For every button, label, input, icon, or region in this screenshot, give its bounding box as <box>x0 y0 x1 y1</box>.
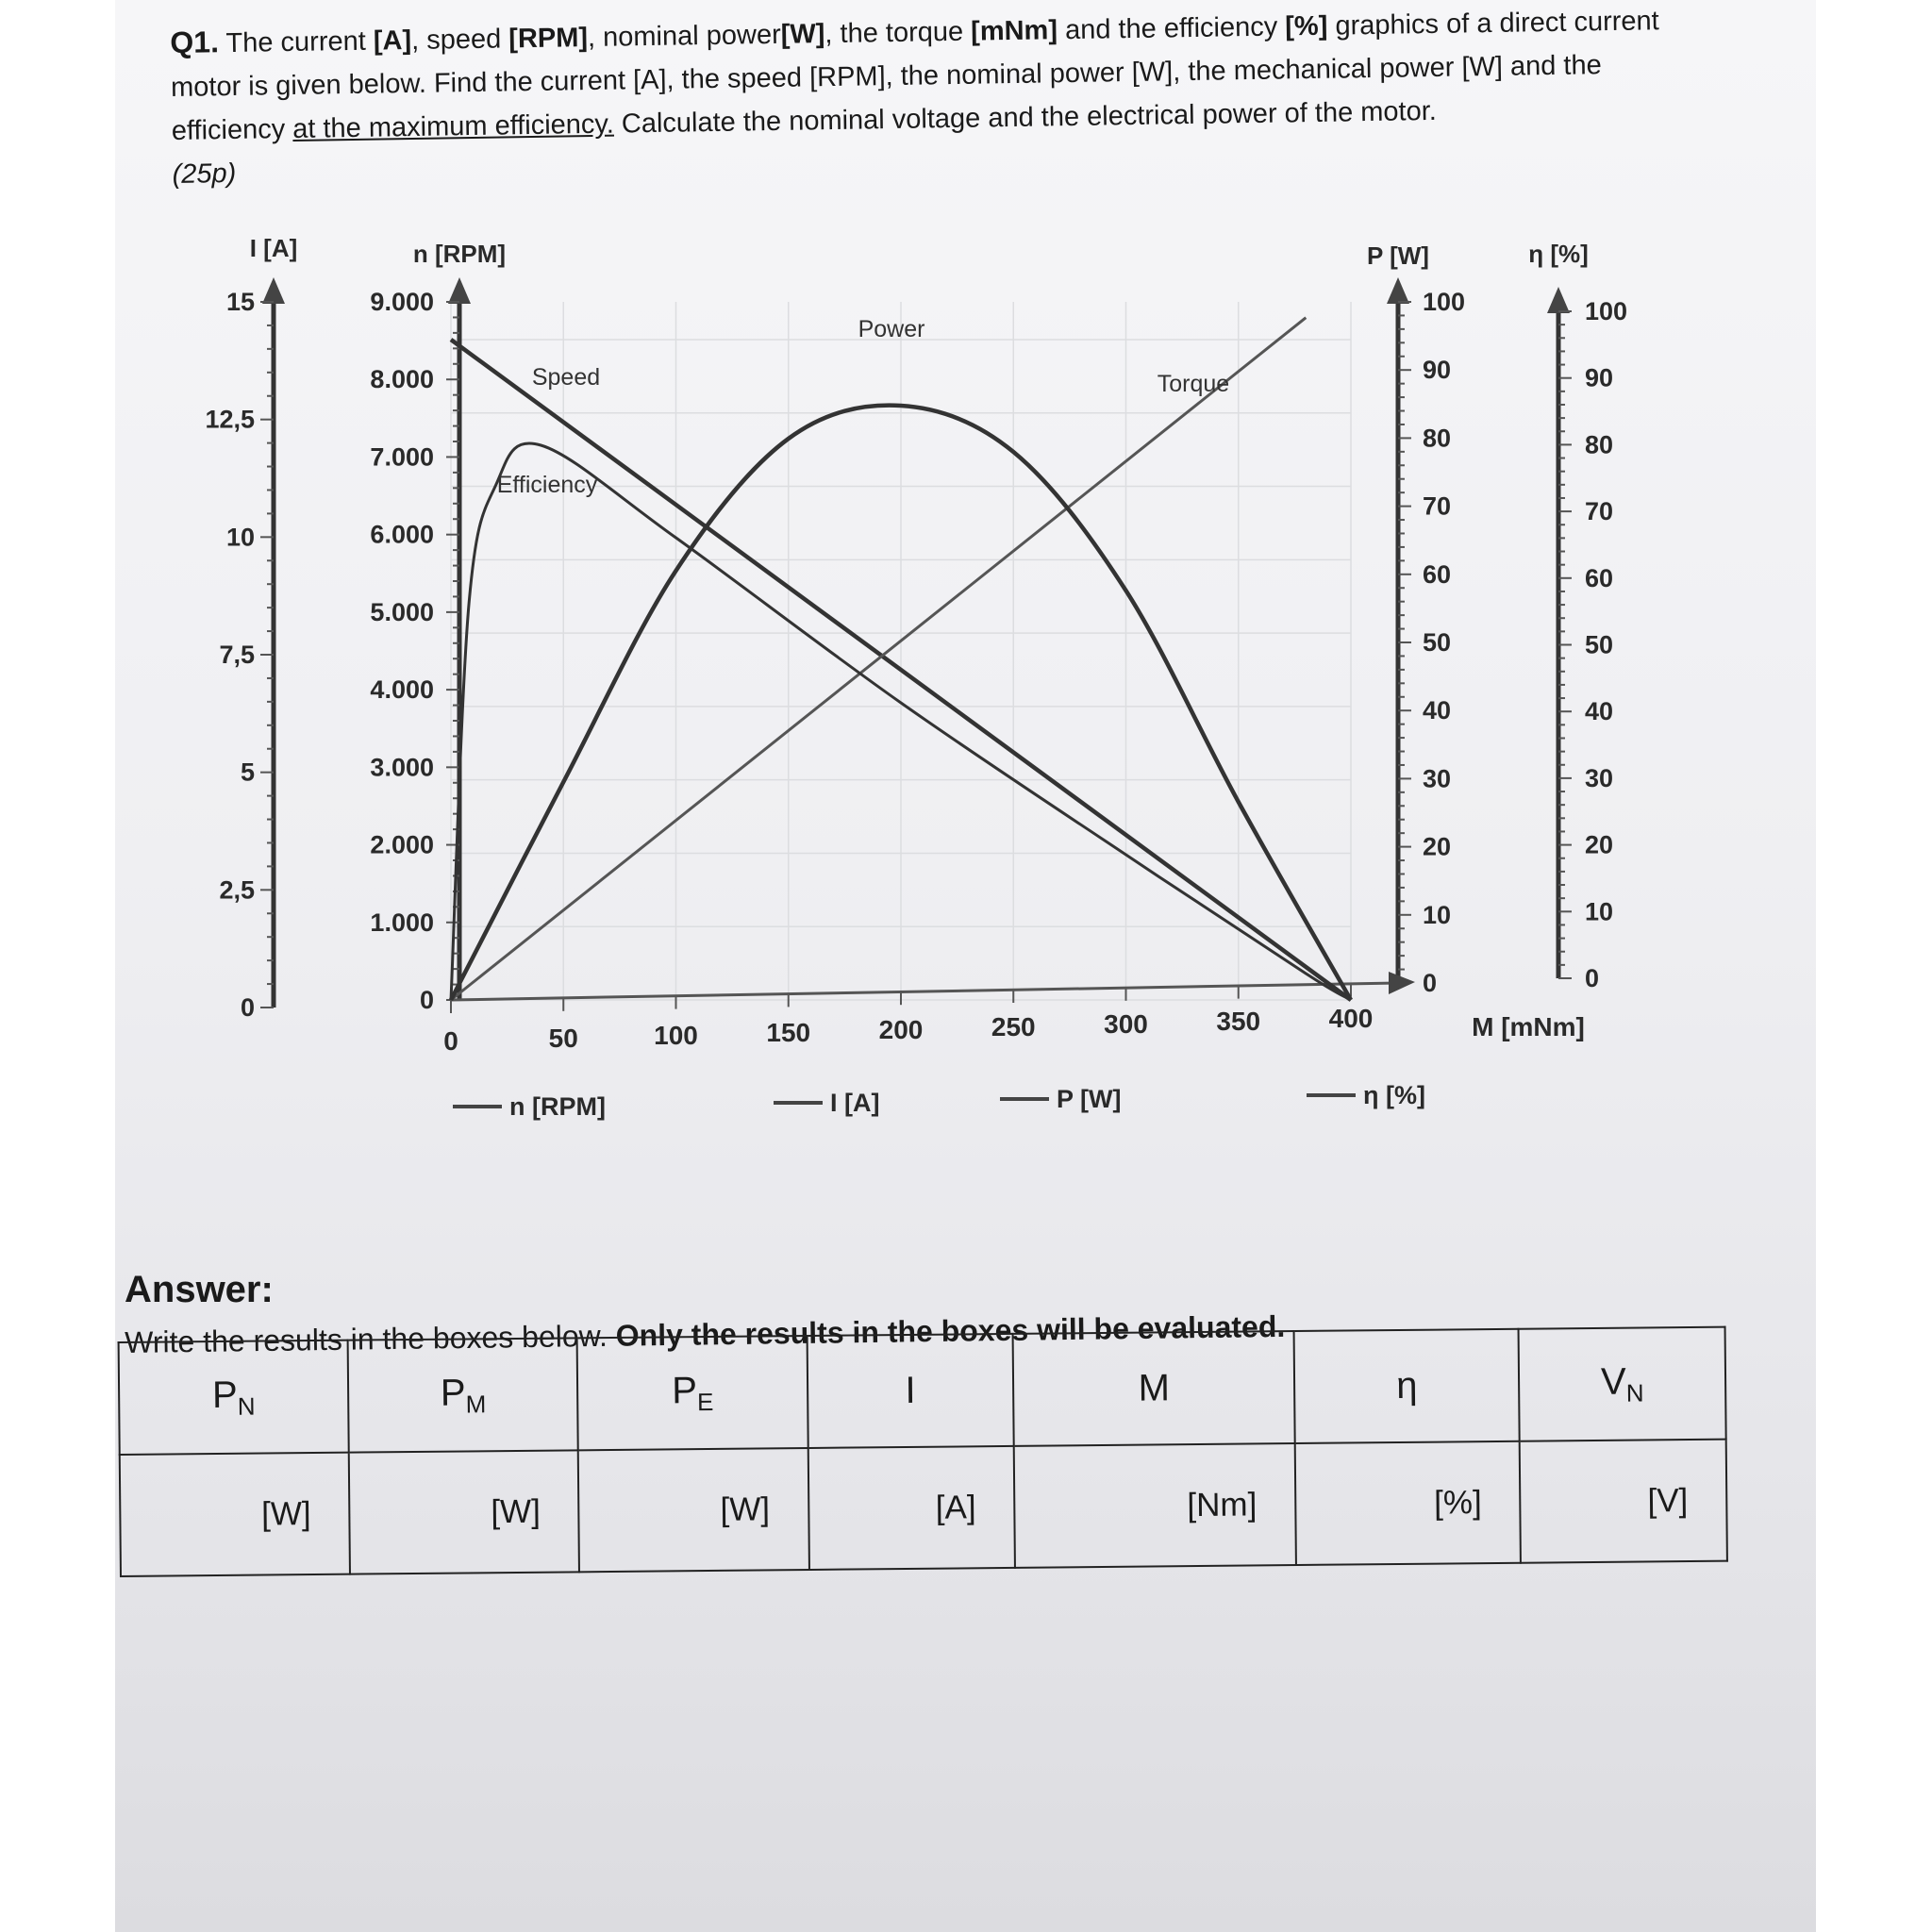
answer-header-3 <box>807 1334 1014 1448</box>
current-axis-tick-label: 10 <box>225 523 255 552</box>
speed-axis-tick-label: 5.000 <box>370 597 434 626</box>
answer-box-0[interactable]: [W] <box>120 1453 350 1576</box>
speed-axis-tick-label: 2.000 <box>370 830 434 859</box>
power-axis-tick-label: 60 <box>1423 559 1452 589</box>
answer-header-6 <box>1519 1327 1726 1441</box>
efficiency-axis-tick-label: 50 <box>1585 630 1614 659</box>
answer-symbol: P <box>211 1374 238 1416</box>
answer-header-2 <box>577 1336 808 1450</box>
answer-box-3[interactable]: [A] <box>808 1446 1015 1570</box>
curve-torque <box>451 318 1306 1000</box>
x-tick-label: 250 <box>991 1012 1036 1041</box>
speed-axis-tick-label: 6.000 <box>370 520 434 549</box>
current-axis-tick-label: 2,5 <box>219 875 255 905</box>
power-axis-tick-label: 30 <box>1423 764 1452 793</box>
current-axis-tick-label: 12,5 <box>205 405 255 434</box>
current-axis-title: I [A] <box>249 234 298 262</box>
x-tick-label: 0 <box>443 1026 458 1056</box>
answer-header-1 <box>348 1338 578 1452</box>
x-tick-label: 300 <box>1104 1009 1148 1039</box>
efficiency-axis-tick-label: 60 <box>1585 563 1614 592</box>
answer-header-5 <box>1294 1329 1521 1443</box>
answer-symbol-subscript: E <box>696 1387 714 1416</box>
efficiency-axis-tick-label: 20 <box>1585 830 1614 859</box>
power-axis-tick-label: 10 <box>1423 900 1452 929</box>
legend-label: I [A] <box>830 1089 880 1117</box>
speed-axis-tick-label: 3.000 <box>370 753 434 782</box>
answer-value-row <box>120 1440 1727 1576</box>
answer-header-4 <box>1013 1331 1295 1446</box>
answer-symbol-subscript: N <box>1625 1377 1644 1407</box>
current-axis-tick-label: 0 <box>240 993 255 1022</box>
efficiency-axis-title: η [%] <box>1528 240 1589 268</box>
x-tick-label: 350 <box>1216 1007 1261 1036</box>
answer-symbol: P <box>440 1371 466 1414</box>
answer-symbol-subscript: M <box>465 1389 487 1418</box>
question-points: (25p) <box>172 158 237 190</box>
question-number: Q1. <box>170 25 220 59</box>
efficiency-axis-tick-label: 40 <box>1585 697 1614 726</box>
current-axis-tick-label: 5 <box>240 758 255 787</box>
power-axis-tick-label: 0 <box>1423 969 1438 997</box>
efficiency-axis-tick-label: 70 <box>1585 497 1614 526</box>
power-axis-tick-label: 20 <box>1423 832 1452 861</box>
efficiency-axis-arrow <box>1547 287 1570 313</box>
x-tick-label: 100 <box>654 1021 698 1050</box>
legend-label: η [%] <box>1363 1081 1425 1109</box>
question-text: Q1. The current [A], speed [RPM], nominal power[W], the torque [mNm] and the efficiency [%] graphics of a direct current motor is given below. Find the current [A], the speed [RPM], the nominal power [W], the mechanical power [W] and the efficiency at the maximum efficiency. Calculate the nominal voltage and the electrical power of the motor. (25p) <box>170 0 1720 196</box>
answer-symbol: η <box>1395 1364 1418 1407</box>
answer-box-6[interactable]: [V] <box>1520 1440 1727 1563</box>
power-axis-tick-label: 40 <box>1423 696 1452 725</box>
power-axis-tick-label: 50 <box>1423 628 1452 657</box>
answer-symbol: M <box>1138 1367 1171 1409</box>
power-axis-arrow <box>1387 277 1409 304</box>
series-label-power: Power <box>858 316 925 342</box>
x-axis-arrow <box>1389 972 1415 994</box>
efficiency-axis-tick-label: 80 <box>1585 430 1614 459</box>
power-axis-tick-label: 100 <box>1423 288 1466 316</box>
answer-symbol-subscript: N <box>237 1391 256 1421</box>
efficiency-axis-tick-label: 90 <box>1585 363 1614 392</box>
legend-label: P [W] <box>1057 1085 1122 1113</box>
x-tick-label: 200 <box>878 1015 924 1044</box>
answer-symbol: V <box>1600 1360 1626 1403</box>
x-tick-label: 50 <box>548 1024 578 1053</box>
answer-box-5[interactable]: [%] <box>1295 1441 1522 1565</box>
answer-box-1[interactable]: [W] <box>349 1450 579 1574</box>
power-axis-tick-label: 80 <box>1423 424 1452 453</box>
current-axis-tick-label: 7,5 <box>219 641 255 669</box>
speed-axis-tick-label: 0 <box>419 986 434 1014</box>
x-axis-line <box>451 983 1398 1000</box>
chart-axes <box>260 277 1572 1107</box>
efficiency-axis-tick-label: 0 <box>1585 964 1600 992</box>
current-axis-arrow <box>262 277 285 304</box>
speed-axis-tick-label: 1.000 <box>370 908 434 937</box>
legend-label: n [RPM] <box>509 1092 606 1121</box>
answer-table <box>118 1326 1728 1577</box>
speed-axis-title: n [RPM] <box>412 240 507 268</box>
underlined-phrase: at the maximum efficiency. <box>291 108 615 144</box>
answer-symbol: P <box>671 1369 698 1411</box>
chart-labels <box>205 234 1627 1121</box>
current-axis-tick-label: 15 <box>225 288 255 316</box>
speed-axis-arrow <box>448 277 471 304</box>
x-axis-title: M [mNm] <box>1472 1012 1585 1041</box>
efficiency-axis-tick-label: 10 <box>1585 897 1614 926</box>
answer-instruction: Write the results in the boxes below. Only the results in the boxes will be evaluated. <box>125 1308 1286 1359</box>
speed-axis-tick-label: 8.000 <box>370 365 434 394</box>
speed-axis-tick-label: 9.000 <box>370 288 434 316</box>
series-label-efficiency: Efficiency <box>496 472 598 498</box>
power-axis-tick-label: 90 <box>1423 356 1452 385</box>
power-axis-tick-label: 70 <box>1423 491 1452 521</box>
x-tick-label: 400 <box>1328 1004 1374 1033</box>
answer-box-2[interactable]: [W] <box>578 1448 808 1572</box>
speed-axis-tick-label: 7.000 <box>370 442 434 472</box>
x-tick-label: 150 <box>766 1018 811 1047</box>
answer-header-row <box>119 1327 1726 1455</box>
power-axis-title: P [W] <box>1367 242 1429 270</box>
speed-axis-tick-label: 4.000 <box>370 675 434 705</box>
answer-box-4[interactable]: [Nm] <box>1014 1443 1296 1568</box>
answer-symbol: I <box>905 1369 916 1411</box>
series-label-speed: Speed <box>531 364 601 391</box>
efficiency-axis-tick-label: 30 <box>1585 763 1614 792</box>
efficiency-axis-tick-label: 100 <box>1585 297 1628 325</box>
answer-header-0 <box>119 1341 349 1455</box>
answer-title: Answer: <box>125 1269 274 1310</box>
series-label-torque: Torque <box>1157 371 1230 397</box>
